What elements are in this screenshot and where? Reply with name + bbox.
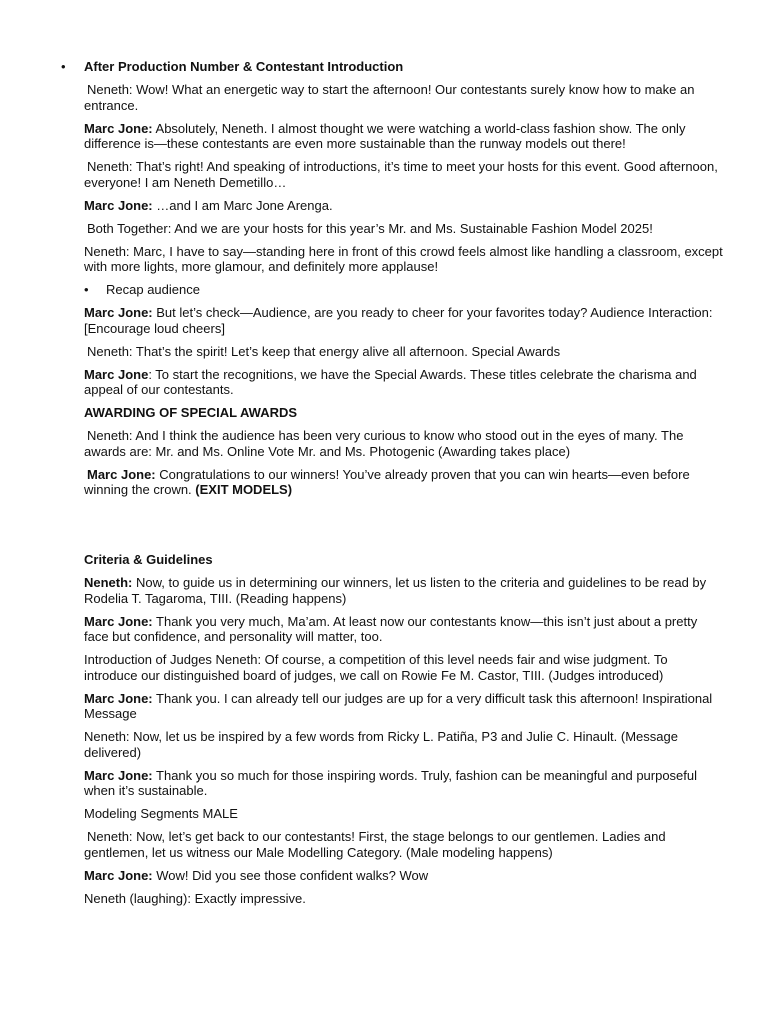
dialogue-text: Neneth: Wow! What an energetic way to start the afternoon! Our contestants surely know how to make an entrance. — [84, 82, 695, 113]
speaker-label: Marc Jone: — [84, 613, 153, 629]
script-content — [61, 59, 724, 914]
speaker-label: Marc Jone: — [84, 767, 153, 783]
dialogue-line — [84, 221, 724, 237]
dialogue-line — [84, 121, 724, 152]
dialogue-text: Introduction of Judges Neneth: Of course, a competition of this level needs fair and wise judgment. To introduce our distinguished board of judges, we call on Rowie Fe M. Castor, TIII. (Judges introduced) — [84, 652, 668, 683]
bullet-icon: • — [84, 282, 89, 297]
speaker-label: Marc Jone: — [84, 197, 153, 213]
section-heading-row — [61, 59, 724, 75]
dialogue-text: Neneth: Marc, I have to say—standing here in front of this crowd feels almost like handling a classroom, except with more lights, more glamour, and definitely more applause! — [84, 243, 723, 274]
dialogue-text: Wow! Did you see those confident walks? Wow — [152, 867, 429, 883]
dialogue-text: Now, to guide us in determining our winners, let us listen to the criteria and guidelines to be read by Rodelia T. Tagaroma, TIII. (Reading happens) — [84, 575, 707, 606]
dialogue-line — [84, 691, 724, 722]
dialogue-text: But let’s check—Audience, are you ready to cheer for your favorites today? Audience Interaction: [Encourage loud cheers] — [84, 305, 713, 336]
section-heading: After Production Number & Contestant Introduction — [84, 59, 404, 74]
speaker-label: Marc Jone: — [87, 466, 156, 482]
recap-text: Recap audience — [106, 282, 200, 297]
dialogue-line — [84, 891, 724, 907]
dialogue-line — [84, 198, 724, 214]
dialogue-text: Neneth: Now, let’s get back to our contestants! First, the stage belongs to our gentlemen. Ladies and gentlemen, let us witness our Male Modelling Category. (Male modeling happens) — [84, 829, 666, 860]
speaker-label: Neneth: — [84, 575, 133, 590]
dialogue-line — [84, 344, 724, 360]
speaker-label: Marc Jone: — [84, 690, 153, 706]
dialogue-line — [84, 768, 724, 799]
dialogue-text: Both Together: And we are your hosts for this year’s Mr. and Ms. Sustainable Fashion Model 2025! — [87, 220, 653, 236]
recap-bullet-row — [84, 282, 724, 298]
dialogue-line — [84, 367, 724, 398]
dialogue-line — [84, 428, 724, 459]
dialogue-text: Thank you very much, Ma’am. At least now our contestants know—this isn’t just about a pretty face but confidence, and personality will matter, too. — [84, 613, 698, 644]
section-gap — [84, 505, 724, 552]
closing-line — [84, 467, 724, 498]
dialogue-text: : To start the recognitions, we have the Special Awards. These titles celebrate the charisma and appeal of our contestants. — [84, 366, 697, 397]
speaker-label: Marc Jone: — [84, 120, 153, 136]
dialogue-line — [84, 82, 724, 113]
dialogue-line — [84, 159, 724, 190]
dialogue-text: Thank you. I can already tell our judges are up for a very difficult task this afternoon! Inspirational Message — [84, 690, 713, 721]
dialogue-line — [84, 305, 724, 336]
dialogue-line — [84, 729, 724, 760]
dialogue-text: Neneth: And I think the audience has been very curious to know who stood out in the eyes of many. The awards are: Mr. and Ms. Online Vote Mr. and Ms. Photogenic (Awarding takes place) — [84, 428, 684, 459]
dialogue-text: Thank you so much for those inspiring words. Truly, fashion can be meaningful and purposeful when it’s sustainable. — [84, 767, 698, 798]
dialogue-line — [84, 806, 724, 822]
dialogue-text: Neneth: That’s right! And speaking of introductions, it’s time to meet your hosts for this event. Good afternoon, everyone! I am Neneth Demetillo… — [84, 159, 718, 190]
speaker-label: Marc Jone: — [84, 867, 153, 883]
dialogue-line — [84, 575, 724, 606]
dialogue-text: …and I am Marc Jone Arenga. — [152, 197, 333, 213]
bullet-icon: • — [61, 59, 66, 74]
dialogue-line — [84, 829, 724, 860]
criteria-heading: Criteria & Guidelines — [84, 552, 213, 567]
dialogue-text: Neneth: That’s the spirit! Let’s keep that energy alive all afternoon. Special Awards — [87, 343, 561, 359]
dialogue-text: Neneth (laughing): Exactly impressive. — [84, 890, 306, 906]
dialogue-line — [84, 244, 724, 275]
awarding-heading: AWARDING OF SPECIAL AWARDS — [84, 405, 298, 420]
dialogue-line — [84, 614, 724, 645]
speaker-label: Marc Jone — [84, 366, 149, 382]
dialogue-text: Neneth: Now, let us be inspired by a few words from Ricky L. Patiña, P3 and Julie C. Hinault. (Message delivered) — [84, 729, 678, 760]
dialogue-line — [84, 868, 724, 884]
dialogue-line — [84, 652, 724, 683]
speaker-label: Marc Jone: — [84, 305, 153, 320]
dialogue-text: Congratulations to our winners! You’ve already proven that you can win hearts—even before winning the crown. — [84, 466, 690, 497]
stage-direction: (EXIT MODELS) — [195, 482, 293, 497]
dialogue-text: Absolutely, Neneth. I almost thought we were watching a world-class fashion show. The only difference is—these contestants are even more sustainable than the runway models out there! — [84, 120, 686, 151]
dialogue-text: Modeling Segments MALE — [84, 806, 238, 821]
